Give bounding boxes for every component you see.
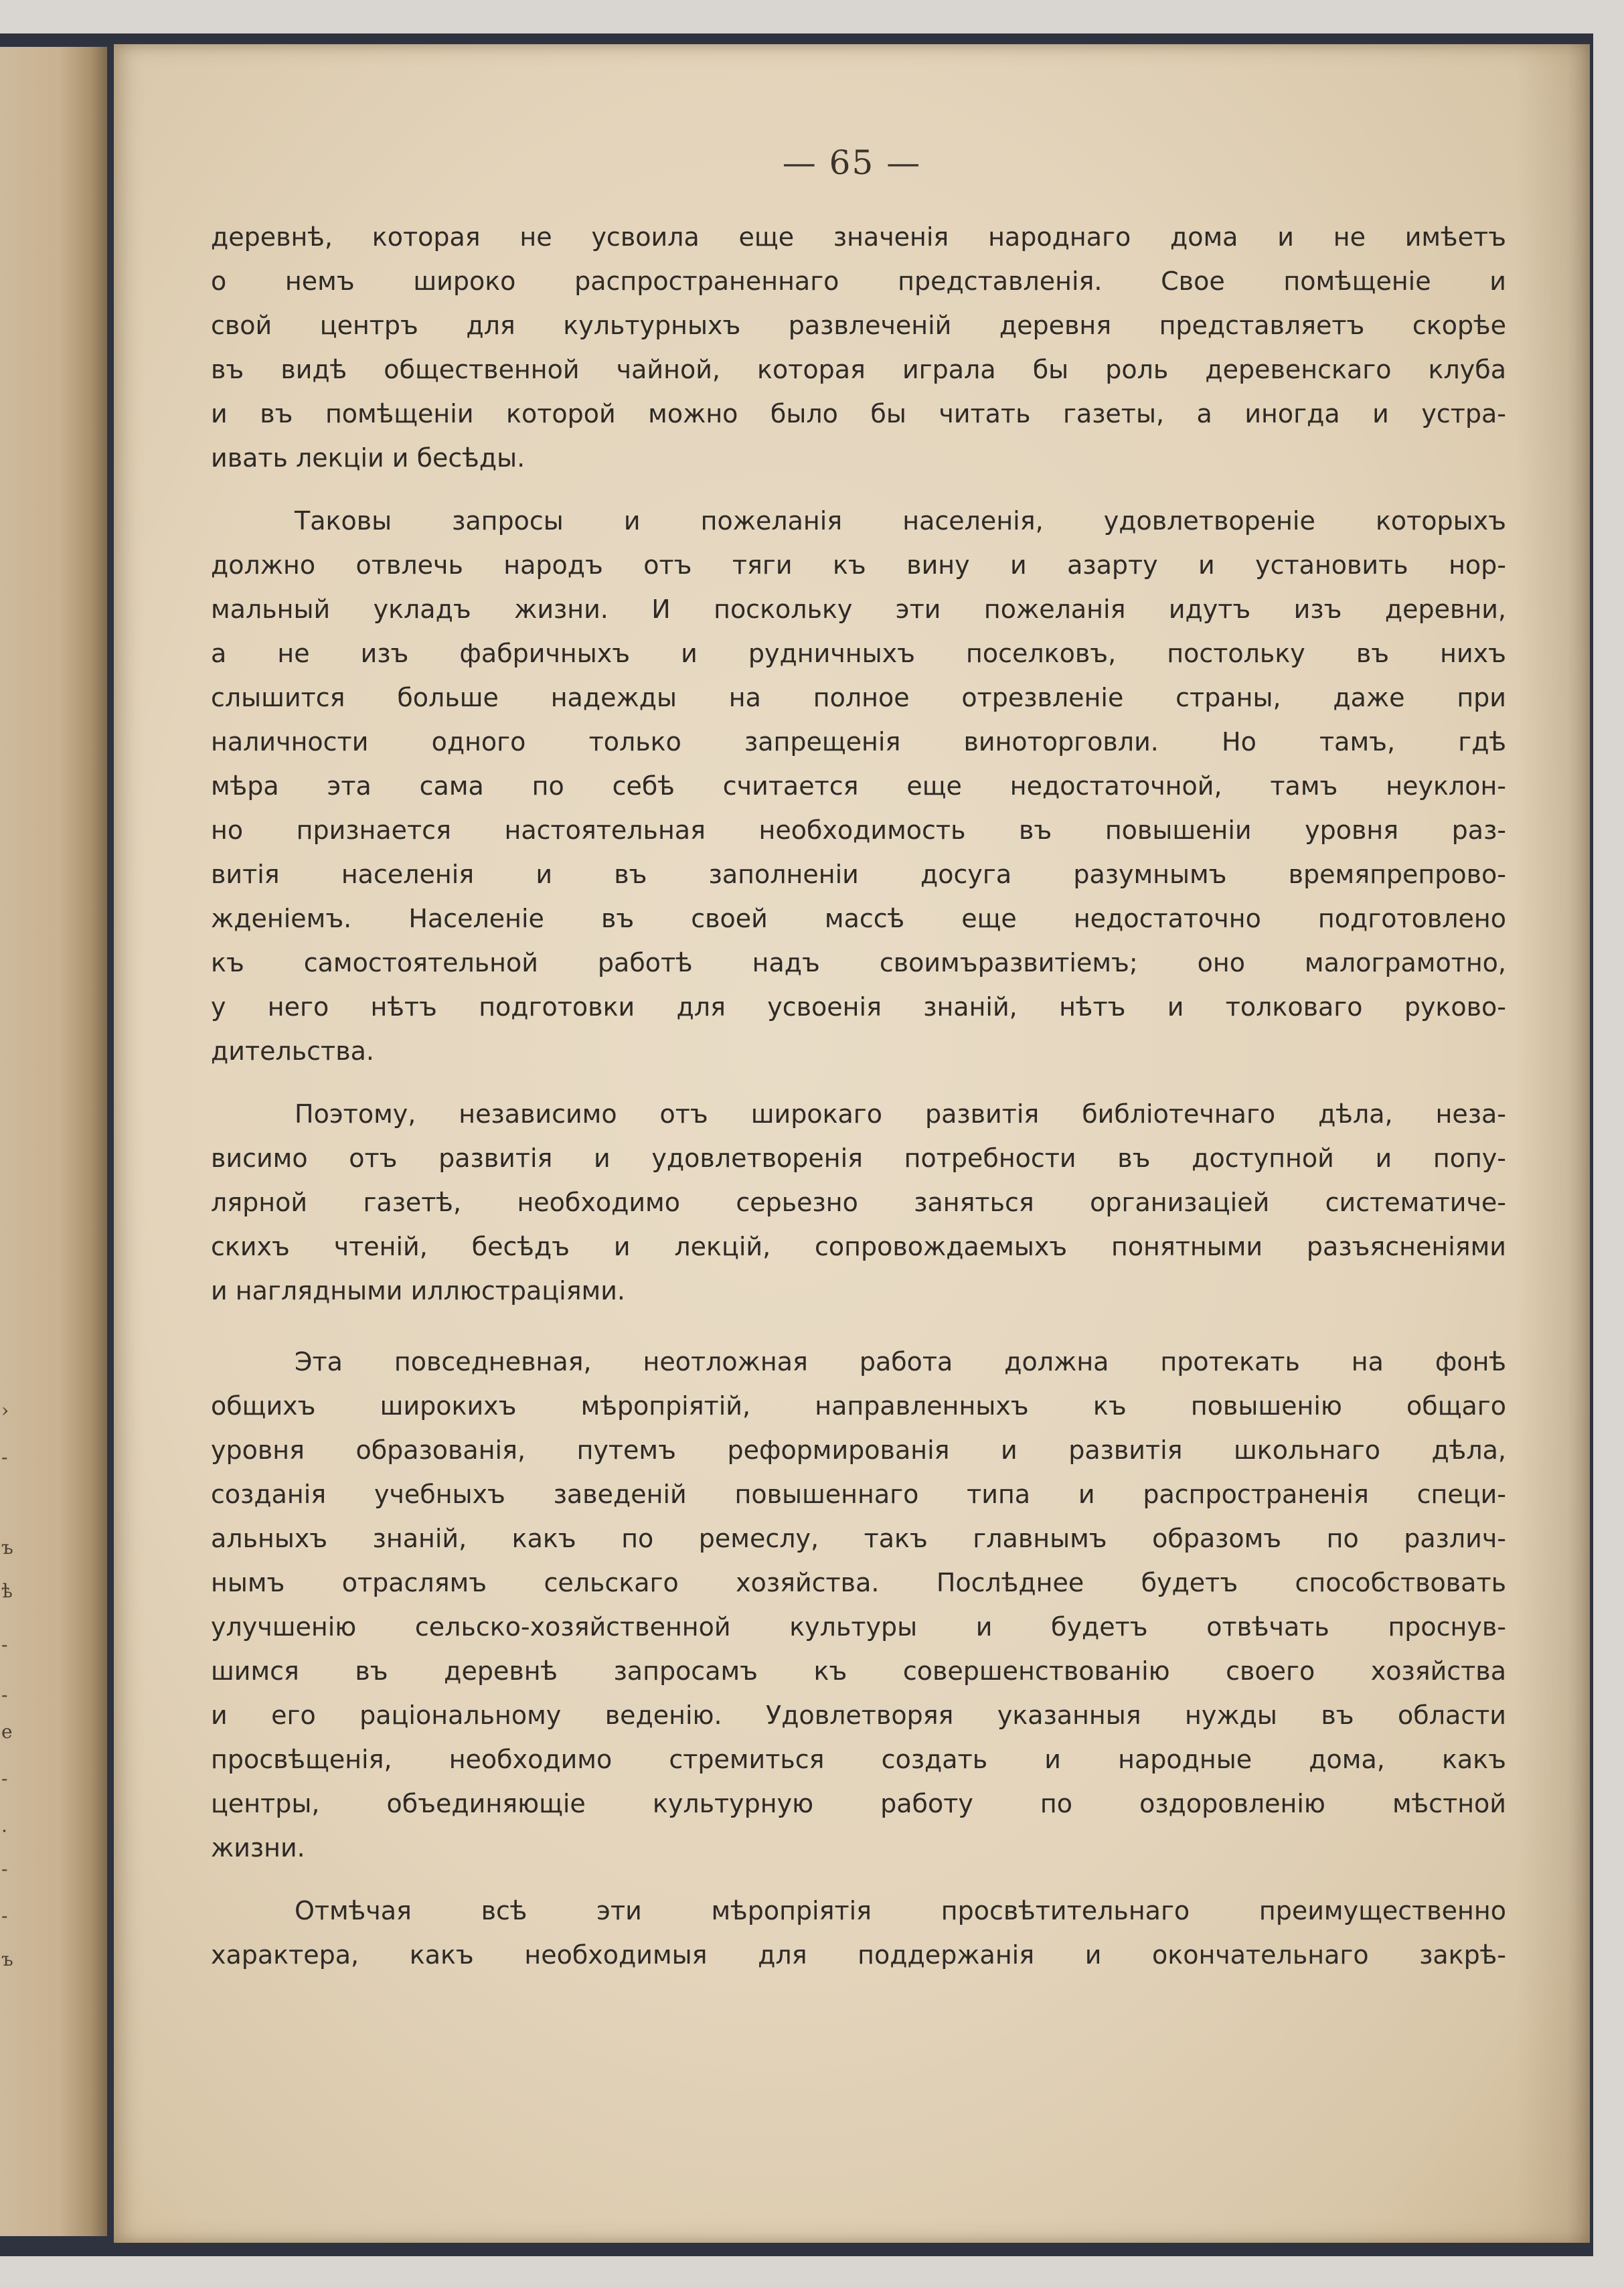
left-page-mark: - bbox=[1, 1767, 8, 1790]
text-line: жденіемъ. Населеніе въ своей массѣ еще недостаточно подготовлено bbox=[211, 904, 1506, 933]
text-line: у него нѣтъ подготовки для усвоенія знаній, нѣтъ и толковаго руково- bbox=[211, 992, 1506, 1022]
page-body-text bbox=[211, 215, 1506, 1977]
left-page-mark: ъ bbox=[1, 1948, 13, 1970]
text-line: улучшенію сельско-хозяйственной культуры и будетъ отвѣчать проснув- bbox=[211, 1612, 1506, 1642]
book-page bbox=[114, 44, 1590, 2243]
text-line: о немъ широко распространеннаго представленія. Свое помѣщеніе и bbox=[211, 266, 1506, 296]
left-page-mark: - bbox=[1, 1634, 8, 1656]
paragraph-1 bbox=[211, 215, 1506, 480]
text-line: созданія учебныхъ заведеній повышеннаго типа и распространенія специ- bbox=[211, 1480, 1506, 1509]
left-page-edge bbox=[0, 47, 107, 2236]
text-line: альныхъ знаній, какъ по ремеслу, такъ главнымъ образомъ по различ- bbox=[211, 1524, 1506, 1553]
text-line: Эта повседневная, неотложная работа должна протекать на фонѣ bbox=[295, 1347, 1506, 1376]
text-line: лярной газетѣ, необходимо серьезно заняться организаціей систематиче- bbox=[211, 1188, 1506, 1217]
text-line: уровня образованія, путемъ реформированія и развитія школьнаго дѣла, bbox=[211, 1435, 1506, 1465]
text-line: висимо отъ развитія и удовлетворенія потребности въ доступной и попу- bbox=[211, 1144, 1506, 1173]
left-page-mark: ъ bbox=[1, 1536, 13, 1559]
left-page-mark: - bbox=[1, 1858, 8, 1880]
left-page-mark: - bbox=[1, 1446, 8, 1468]
text-line: витія населенія и въ заполненіи досуга разумнымъ времяпрепрово- bbox=[211, 860, 1506, 889]
text-line: общихъ широкихъ мѣропріятій, направленныхъ къ повышенію общаго bbox=[211, 1391, 1506, 1421]
text-line: къ самостоятельной работѣ надъ своимъразвитіемъ; оно малограмотно, bbox=[211, 948, 1506, 977]
page-number: — 65 — bbox=[782, 143, 922, 182]
paragraph-5 bbox=[211, 1889, 1506, 1977]
text-line: жизни. bbox=[211, 1833, 305, 1863]
left-page-mark: . bbox=[1, 1814, 7, 1836]
text-line: скихъ чтеній, бесѣдъ и лекцій, сопровождаемыхъ понятными разъясненіями bbox=[211, 1232, 1506, 1261]
text-line: слышится больше надежды на полное отрезвленіе страны, даже при bbox=[211, 683, 1506, 712]
text-line: Поэтому, независимо отъ широкаго развитія библіотечнаго дѣла, неза- bbox=[295, 1099, 1506, 1129]
left-page-mark: е bbox=[1, 1721, 13, 1743]
text-line: но признается настоятельная необходимость въ повышеніи уровня раз- bbox=[211, 815, 1506, 845]
text-line: и въ помѣщеніи которой можно было бы читать газеты, а иногда и устра- bbox=[211, 399, 1506, 428]
text-line: Отмѣчая всѣ эти мѣропріятія просвѣтительнаго преимущественно bbox=[295, 1896, 1506, 1925]
paragraph-3 bbox=[211, 1092, 1506, 1313]
paragraph-4 bbox=[211, 1340, 1506, 1870]
text-line: Таковы запросы и пожеланія населенія, удовлетвореніе которыхъ bbox=[295, 506, 1506, 536]
left-page-mark: - bbox=[1, 1905, 8, 1927]
text-line: а не изъ фабричныхъ и рудничныхъ поселковъ, постольку въ нихъ bbox=[211, 639, 1506, 668]
text-line: наличности одного только запрещенія виноторговли. Но тамъ, гдѣ bbox=[211, 727, 1506, 757]
left-page-text-fragments bbox=[0, 47, 20, 2236]
left-page-mark: - bbox=[1, 1684, 8, 1706]
text-line: свой центръ для культурныхъ развлеченій деревня представляетъ скорѣе bbox=[211, 311, 1506, 340]
left-page-mark: ѣ bbox=[1, 1580, 13, 1602]
text-line: нымъ отраслямъ сельскаго хозяйства. Послѣднее будетъ способствовать bbox=[211, 1568, 1506, 1597]
text-line: и его раціональному веденію. Удовлетворяя указанныя нужды въ области bbox=[211, 1701, 1506, 1730]
text-line: въ видѣ общественной чайной, которая играла бы роль деревенскаго клуба bbox=[211, 355, 1506, 384]
text-line: должно отвлечь народъ отъ тяги къ вину и азарту и установить нор- bbox=[211, 550, 1506, 580]
text-line: мѣра эта сама по себѣ считается еще недостаточной, тамъ неуклон- bbox=[211, 771, 1506, 801]
text-line: характера, какъ необходимыя для поддержанія и окончательнаго закрѣ- bbox=[211, 1940, 1506, 1970]
text-line: мальный укладъ жизни. И поскольку эти пожеланія идутъ изъ деревни, bbox=[211, 595, 1506, 624]
paragraph-2 bbox=[211, 499, 1506, 1073]
page-curl-shadow bbox=[1516, 44, 1590, 2243]
text-line: и наглядными иллюстраціями. bbox=[211, 1276, 626, 1306]
text-line: центры, объединяющіе культурную работу по оздоровленію мѣстной bbox=[211, 1789, 1506, 1818]
text-line: просвѣщенія, необходимо стремиться создать и народные дома, какъ bbox=[211, 1745, 1506, 1774]
text-line: дительства. bbox=[211, 1036, 374, 1066]
text-line: ивать лекціи и бесѣды. bbox=[211, 443, 525, 473]
left-page-mark: › bbox=[1, 1399, 9, 1421]
text-line: шимся въ деревнѣ запросамъ къ совершенствованію своего хозяйства bbox=[211, 1656, 1506, 1686]
text-line: деревнѣ, которая не усвоила еще значенія народнаго дома и не имѣетъ bbox=[211, 222, 1506, 252]
